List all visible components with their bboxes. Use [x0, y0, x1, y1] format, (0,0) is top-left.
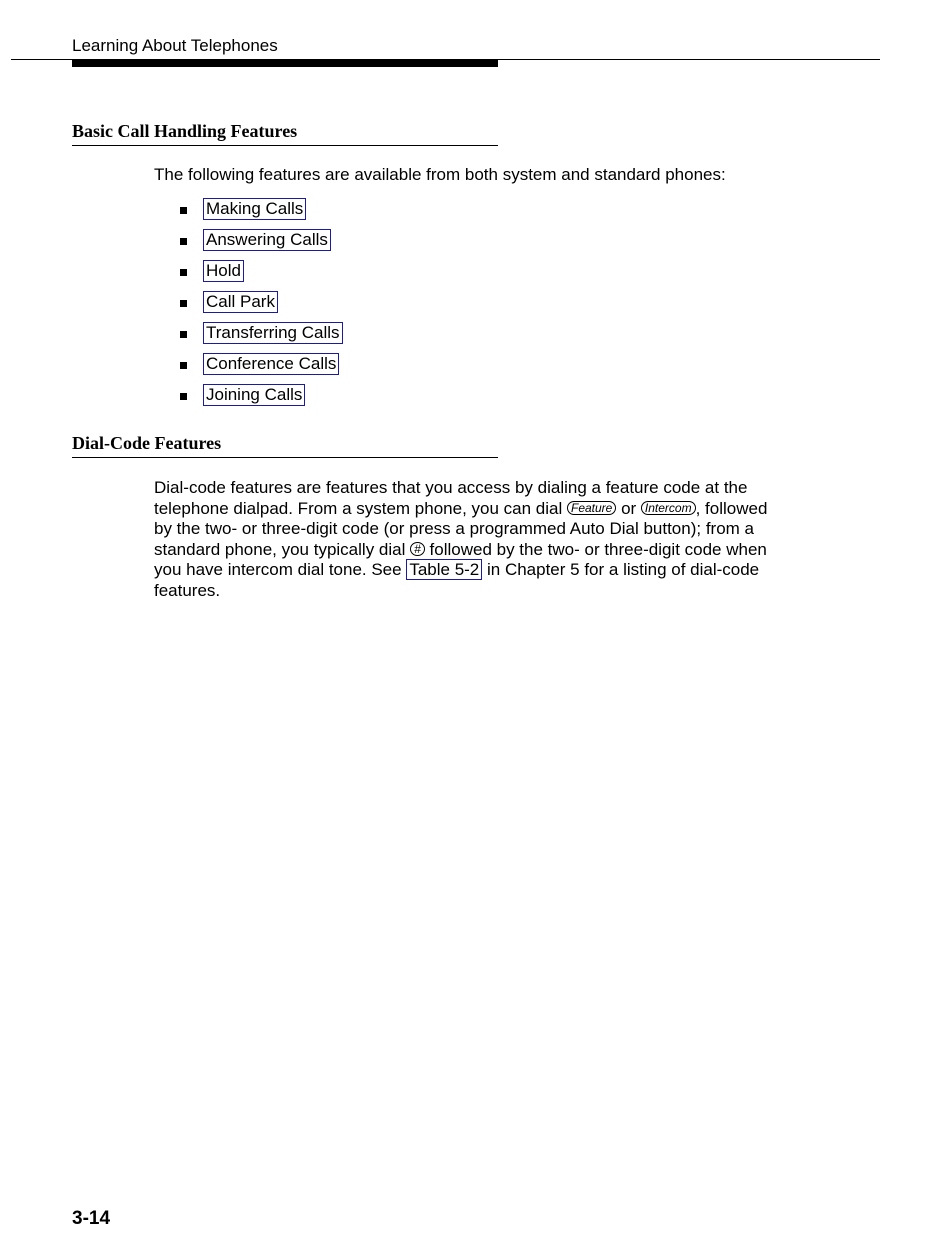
paragraph-text: , followed by the two- or three-digit code (or press a programmed Auto Dial button); from a standard phone, you typically dial	[154, 498, 768, 559]
paragraph-text: or	[616, 498, 641, 518]
link-joining-calls[interactable]: Joining Calls	[203, 384, 305, 406]
bullet-icon	[180, 393, 187, 400]
feature-list	[154, 193, 343, 410]
dial-code-paragraph	[154, 478, 778, 602]
paragraph-text: Dial-code features are features that you access by dialing a feature code at the telephone dialpad. From a system phone, you can dial	[154, 478, 748, 518]
bullet-icon	[180, 238, 187, 245]
link-transferring-calls[interactable]: Transferring Calls	[203, 322, 343, 344]
link-table-5-2[interactable]: Table 5-2	[406, 559, 482, 580]
bullet-icon	[180, 331, 187, 338]
link-call-park[interactable]: Call Park	[203, 291, 278, 313]
bullet-icon	[180, 362, 187, 369]
list-item	[154, 317, 343, 348]
paragraph-text: followed by the two- or three-digit code when you have intercom dial tone. See	[154, 539, 767, 580]
pound-key-icon: #	[410, 542, 425, 556]
header-rule-thick	[72, 60, 498, 67]
list-item	[154, 255, 343, 286]
running-header: Learning About Telephones	[72, 36, 278, 55]
list-item	[154, 224, 343, 255]
section-heading-basic-call-handling: Basic Call Handling Features	[72, 121, 498, 146]
feature-key-icon: Feature	[567, 501, 616, 515]
bullet-icon	[180, 207, 187, 214]
link-making-calls[interactable]: Making Calls	[203, 198, 306, 220]
paragraph-text: in Chapter 5 for a listing of dial-code features.	[154, 560, 760, 600]
link-conference-calls[interactable]: Conference Calls	[203, 353, 339, 375]
bullet-icon	[180, 300, 187, 307]
list-item	[154, 379, 343, 410]
link-hold[interactable]: Hold	[203, 260, 244, 282]
link-answering-calls[interactable]: Answering Calls	[203, 229, 331, 251]
section-intro: The following features are available from both system and standard phones:	[154, 165, 726, 184]
section-heading-dial-code: Dial-Code Features	[72, 433, 498, 458]
list-item	[154, 193, 343, 224]
intercom-key-icon: Intercom	[641, 501, 696, 515]
bullet-icon	[180, 269, 187, 276]
page-number: 3-14	[72, 1208, 111, 1229]
list-item	[154, 286, 343, 317]
list-item	[154, 348, 343, 379]
